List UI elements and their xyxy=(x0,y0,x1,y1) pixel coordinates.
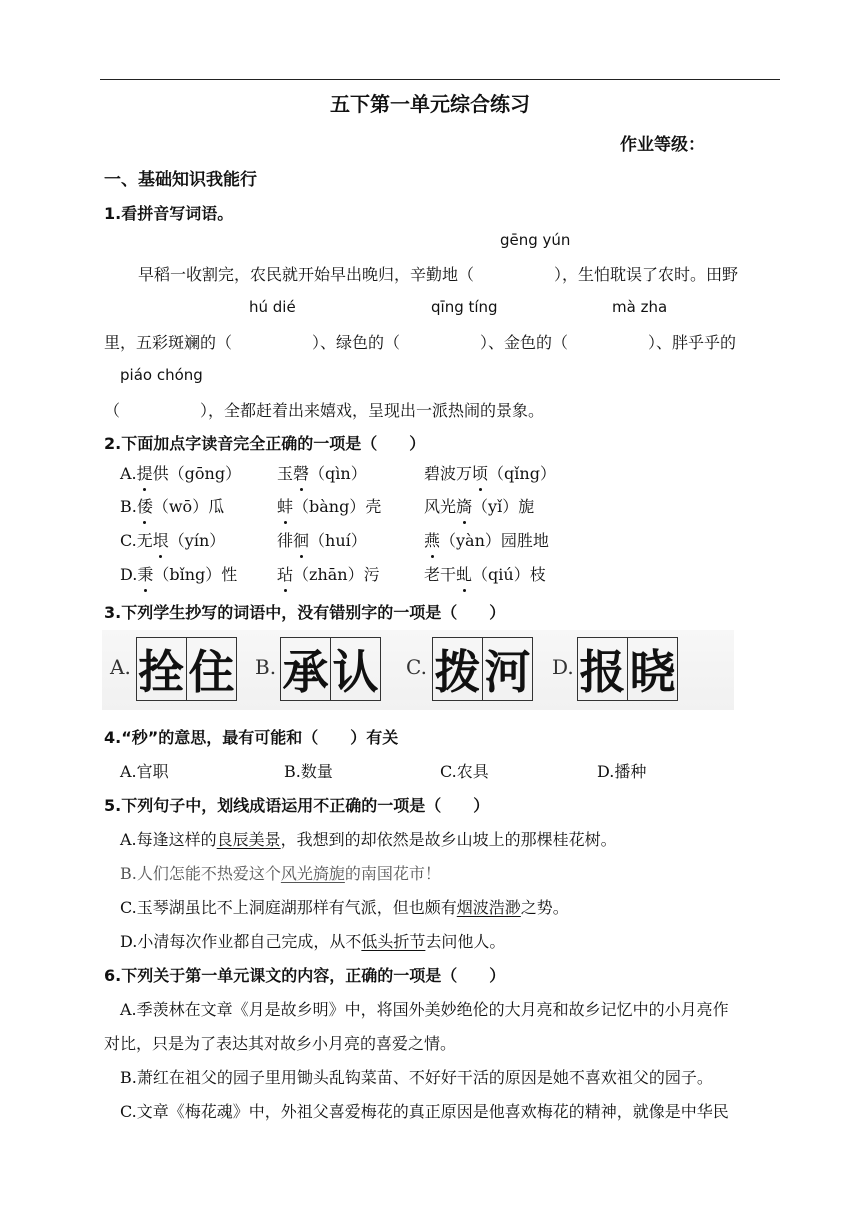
q3-letter-c: C. xyxy=(406,655,427,679)
q3-char: 住 xyxy=(188,645,235,699)
q6-line-1: A.季羡林在文章《月是故乡明》中，将国外美妙绝伦的大月亮和故乡记忆中的小月亮作 xyxy=(120,1000,729,1019)
q3-option-b xyxy=(280,637,381,701)
underlined-idiom: 风光旖旎 xyxy=(280,864,345,883)
q2-option-a2: 玉磬（qìn） xyxy=(277,461,367,484)
q2-option-b1: B.倭（wō）瓜 xyxy=(120,494,224,517)
q2-option-c2: 徘徊（huí） xyxy=(277,528,367,551)
section-heading: 一、基础知识我能行 xyxy=(104,170,257,190)
q2-option-a3: 碧波万顷（qǐng） xyxy=(424,461,556,484)
q1-line-3: （ ），全都赶着出来嬉戏，呈现出一派热闹的景象。 xyxy=(104,401,545,420)
q6-title: 6.下列关于第一单元课文的内容，正确的一项是（ ） xyxy=(104,966,506,985)
q3-title: 3.下列学生抄写的词语中，没有错别字的一项是（ ） xyxy=(104,603,506,622)
q3-char: 认 xyxy=(332,645,379,699)
q5-option-d: D.小清每次作业都自己完成，从不低头折节去问他人。 xyxy=(120,932,506,951)
q4-option-c: C.农具 xyxy=(440,762,489,781)
underlined-idiom: 良辰美景 xyxy=(216,830,281,849)
q3-char: 晓 xyxy=(629,645,676,699)
q2-option-d3: 老干虬（qiú）枝 xyxy=(424,562,546,585)
q3-char: 拴 xyxy=(137,638,187,700)
q4-title: 4.“秒”的意思，最有可能和（ ）有关 xyxy=(104,728,399,747)
q3-letter-b: B. xyxy=(255,655,277,679)
q3-char: 拨 xyxy=(433,638,483,700)
q3-char: 承 xyxy=(281,638,331,700)
pinyin-gengyun: gēng yún xyxy=(500,231,571,249)
q5-option-c: C.玉琴湖虽比不上洞庭湖那样有气派，但也颇有烟波浩渺之势。 xyxy=(120,898,569,917)
pinyin-piaochong: piáo chóng xyxy=(120,366,203,384)
q1-line-1: 早稻一收割完，农民就开始早出晚归，辛勤地（ ），生怕耽误了农时。田野 xyxy=(138,265,739,284)
q3-char: 河 xyxy=(484,645,531,699)
pinyin-hudie: hú dié xyxy=(249,298,296,316)
q3-option-d xyxy=(577,637,678,701)
pinyin-mazha: mà zha xyxy=(612,298,668,316)
q1-line-2: 里，五彩斑斓的（ ）、绿色的（ ）、金色的（ ）、胖乎乎的 xyxy=(104,333,737,352)
underlined-idiom: 烟波浩渺 xyxy=(456,898,521,917)
header-rule xyxy=(100,79,780,80)
q2-option-b2: 蚌（bàng）壳 xyxy=(277,494,381,517)
q6-line-4: C.文章《梅花魂》中，外祖父喜爱梅花的真正原因是他喜欢梅花的精神，就像是中华民 xyxy=(120,1102,729,1121)
q2-option-c3: 燕（yàn）园胜地 xyxy=(424,528,549,551)
q3-letter-a: A. xyxy=(110,655,131,679)
q1-title: 1.看拼音写词语。 xyxy=(104,204,234,223)
q3-char: 报 xyxy=(578,638,628,700)
grade-label: 作业等级： xyxy=(620,135,705,155)
page-title: 五下第一单元综合练习 xyxy=(330,92,530,116)
pinyin-qingting: qīng tíng xyxy=(431,298,498,316)
q2-option-d2: 玷（zhān）污 xyxy=(277,562,380,585)
q2-option-a1: A.提供（gōng） xyxy=(120,461,241,484)
q2-title: 2.下面加点字读音完全正确的一项是（ ） xyxy=(104,434,426,453)
q3-option-a xyxy=(136,637,237,701)
q3-option-c xyxy=(432,637,533,701)
q6-line-3: B.萧红在祖父的园子里用锄头乱钩菜苗、不好好干活的原因是她不喜欢祖父的园子。 xyxy=(120,1068,713,1087)
q5-option-b: B.人们怎能不热爱这个风光旖旎的南国花市！ xyxy=(120,864,441,883)
q5-option-a: A.每逢这样的良辰美景，我想到的却依然是故乡山坡上的那棵桂花树。 xyxy=(120,830,617,849)
q4-option-a: A.官职 xyxy=(120,762,169,781)
underlined-idiom: 低头折节 xyxy=(361,932,426,951)
q6-line-2: 对比，只是为了表达其对故乡小月亮的喜爱之情。 xyxy=(104,1034,457,1053)
q4-option-d: D.播种 xyxy=(597,762,647,781)
q2-option-d1: D.秉（bǐng）性 xyxy=(120,562,237,585)
q4-option-b: B.数量 xyxy=(284,762,333,781)
q5-title: 5.下列句子中，划线成语运用不正确的一项是（ ） xyxy=(104,796,490,815)
q2-option-b3: 风光旖（yǐ）旎 xyxy=(424,494,534,517)
q3-letter-d: D. xyxy=(552,655,574,679)
q2-option-c1: C.无垠（yín） xyxy=(120,528,225,551)
